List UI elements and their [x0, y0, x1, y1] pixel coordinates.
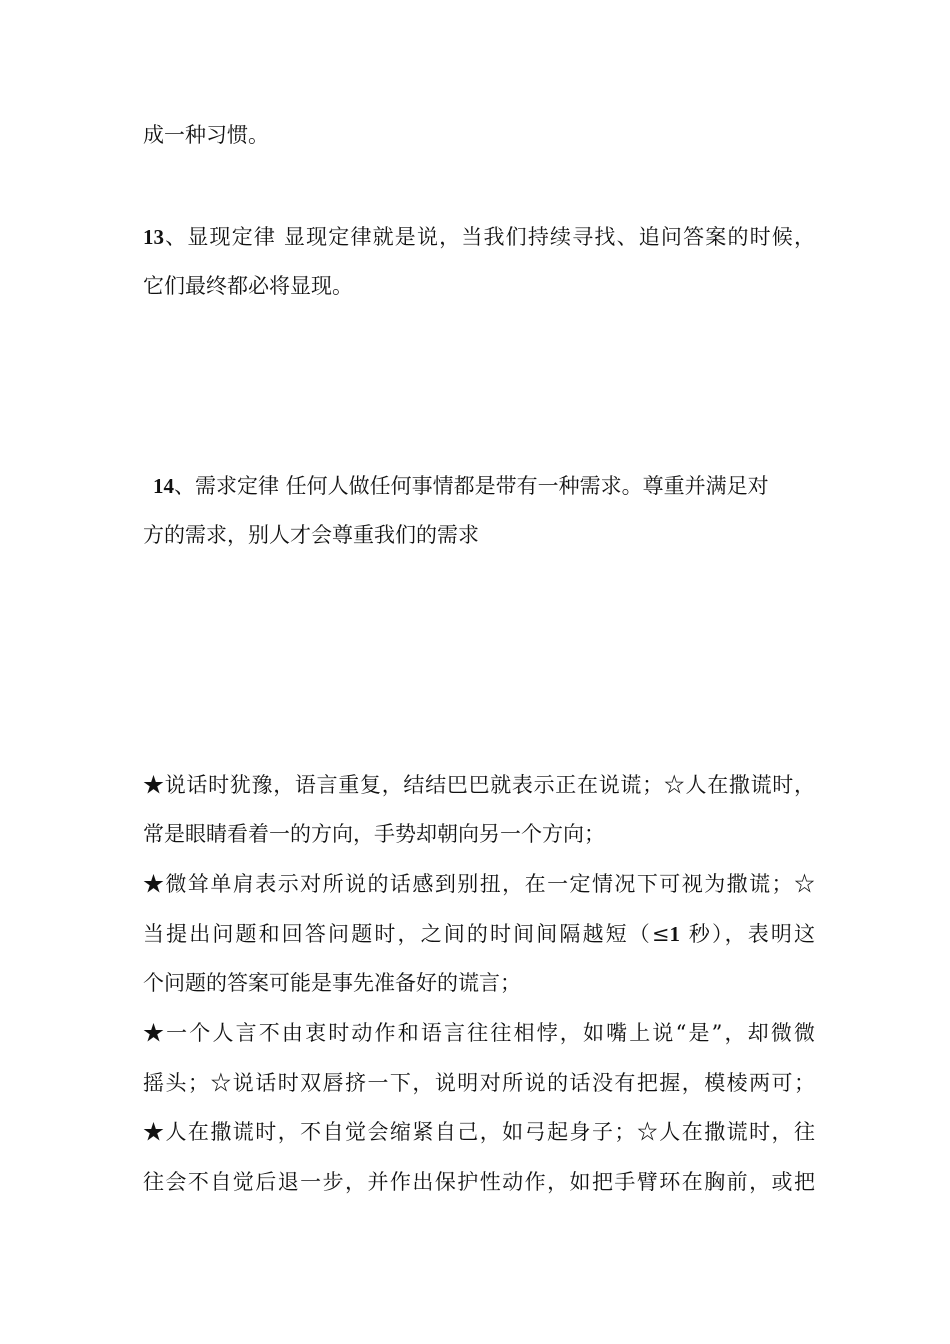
tip-text: 当提出问题和回答问题时，之间的时间间隔越短（≤ — [143, 922, 670, 946]
tip-line-8 — [143, 1118, 815, 1146]
tip-number: 1 — [669, 922, 681, 946]
tip-line-9 — [143, 1168, 815, 1196]
law-14-heading-line — [153, 472, 815, 500]
tip-text: ★说话时犹豫，语言重复，结结巴巴就表示正在说谎；☆人在撒谎时， — [143, 773, 815, 797]
tip-text: ★微耸单肩表示对所说的话感到别扭，在一定情况下可视为撒谎；☆ — [143, 872, 815, 896]
law-14-line-2 — [143, 521, 815, 549]
law-14-number: 14 — [153, 474, 174, 498]
law-13-heading-line — [143, 223, 815, 251]
tip-line-3 — [143, 870, 815, 898]
tip-line-7 — [143, 1069, 815, 1097]
intro-text: 成一种习惯。 — [143, 123, 269, 147]
tip-line-1 — [143, 771, 815, 799]
paragraph-line — [143, 121, 815, 149]
tip-text: ★一个人言不由衷时动作和语言往往相悖，如嘴上说“是”，却微微 — [143, 1021, 815, 1045]
tip-text: ★人在撒谎时，不自觉会缩紧自己，如弓起身子；☆人在撒谎时，往 — [143, 1120, 815, 1144]
law-14-text: 、需求定律 任何人做任何事情都是带有一种需求。尊重并满足对 — [174, 474, 769, 498]
tip-text: 个问题的答案可能是事先准备好的谎言； — [143, 971, 521, 995]
tip-text: 摇头；☆说话时双唇挤一下，说明对所说的话没有把握，模棱两可； — [143, 1071, 815, 1095]
law-14-text-continued: 方的需求，别人才会尊重我们的需求 — [143, 523, 479, 547]
tip-text: 秒），表明这 — [680, 922, 815, 946]
law-13-number: 13 — [143, 225, 164, 249]
tip-text: 往会不自觉后退一步，并作出保护性动作，如把手臂环在胸前，或把 — [143, 1170, 815, 1194]
tip-text: 常是眼睛看着一的方向，手势却朝向另一个方向； — [143, 822, 605, 846]
tip-line-6 — [143, 1019, 815, 1047]
tip-line-2 — [143, 820, 815, 848]
tip-line-4 — [143, 920, 815, 948]
law-13-line-2 — [143, 272, 815, 300]
tip-line-5 — [143, 969, 815, 997]
law-13-text: 、显现定律 显现定律就是说，当我们持续寻找、追问答案的时候， — [164, 225, 815, 249]
law-13-text-continued: 它们最终都必将显现。 — [143, 274, 353, 298]
